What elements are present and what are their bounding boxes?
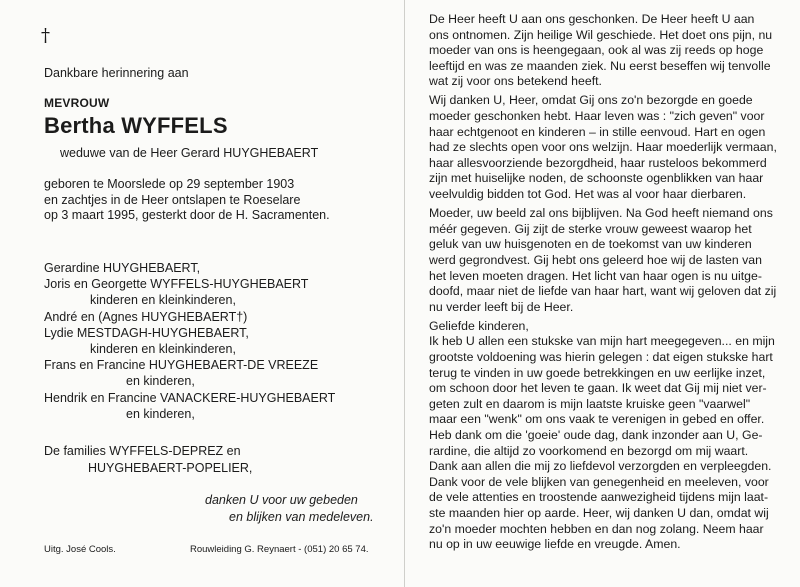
- prayer-paragraph: [429, 319, 789, 553]
- mourner-line: kinderen en kleinkinderen,: [90, 293, 236, 308]
- prayer-line: veelvuldig bidden tot God. Het was al voor haar dierbaren.: [429, 187, 747, 202]
- prayer-line: méér gegeven. Gij zijt de sterke vrouw geweest waarop het: [429, 221, 752, 236]
- prayer-line: De Heer heeft U aan ons geschonken. De Heer heeft U aan: [429, 12, 755, 26]
- life-details: [44, 177, 330, 224]
- prayer-line: geten zult en daarom is mijn laatste kruiske geen "vaarwel": [429, 396, 751, 411]
- cross-symbol: †: [41, 25, 50, 46]
- prayer-paragraph: [429, 12, 789, 90]
- thanks-line: en blijken van medeleven.: [229, 510, 374, 524]
- prayer-line: maar een "wenk" om ons vaak te verenigen in gebed en offer.: [429, 412, 765, 427]
- mourner-line: Gerardine HUYGHEBAERT,: [44, 261, 201, 275]
- prayer-paragraph: [429, 93, 789, 202]
- prayer-line: grootste voldoening was hierin gelegen : dat eigen stukske hart: [429, 349, 773, 364]
- mourner-line: en kinderen,: [126, 374, 195, 389]
- widow-line: weduwe van de Heer Gerard HUYGHEBAERT: [60, 146, 319, 160]
- mourner-line: Hendrik en Francine VANACKERE-HUYGHEBAERT: [44, 390, 336, 405]
- prayer-line: moeder geschonken hebt. Haar leven was : "zich geven" voor: [429, 109, 765, 124]
- prayer-line: Ik heb U allen een stukske van mijn hart meegegeven... en mijn: [429, 334, 775, 349]
- prayer-line: zijn met huiselijke noden, de schoonste ogenblikken van haar: [429, 171, 764, 186]
- family-line: HUYGHEBAERT-POPELIER,: [88, 461, 253, 475]
- prayer-line: rardine, die altijd zo voorkomend en bezorgd om mij waart.: [429, 443, 749, 458]
- printer-credit: Rouwleiding G. Reynaert - (051) 20 65 74.: [190, 544, 369, 555]
- families-block: [44, 443, 252, 477]
- intro-text: Dankbare herinnering aan: [44, 66, 189, 80]
- prayer-line: Geliefde kinderen,: [429, 318, 529, 333]
- prayer-line: terug te vinden in uw goede betrekkingen en uw eerlijke inzet,: [429, 365, 766, 380]
- prayer-line: haar echtgenoot en kinderen – in stille eenvoud. Hart en ogen: [429, 124, 766, 139]
- prayer-line: Wij danken U, Heer, omdat Gij ons zo'n bezorgde en goede: [429, 93, 753, 108]
- deceased-name: Bertha WYFFELS: [44, 113, 228, 138]
- prayer-line: Moeder, uw beeld zal ons bijblijven. Na God heeft niemand ons: [429, 206, 773, 221]
- mourner-line: Lydie MESTDAGH-HUYGHEBAERT,: [44, 325, 249, 340]
- mourners-list: [44, 260, 335, 422]
- prayer-line: Dank aan allen die mij zo liefdevol verzorgden en verpleegden.: [429, 459, 772, 474]
- birth-line: geboren te Moorslede op 29 september 1903: [44, 177, 295, 191]
- mourner-line: André en (Agnes HUYGHEBAERT†): [44, 309, 248, 324]
- prayer-line: haar allesvoorziende bezorgdheid, haar rusteloos bekommerd: [429, 155, 767, 170]
- prayer-line: Heb dank om die 'goeie' oude dag, dank inzonder aan U, Ge-: [429, 427, 763, 442]
- publisher-credit: Uitg. José Cools.: [44, 544, 116, 555]
- mourner-line: en kinderen,: [126, 406, 195, 421]
- prayer-line: de vele attenties en troostende aanwezigheid tijdens mijn laat-: [429, 490, 769, 505]
- prayer-line: het leven moeten dragen. Het licht van haar ogen is nu uitge-: [429, 268, 762, 283]
- thanks-block: [205, 492, 374, 526]
- prayer-line: wat zij voor ons betekend heeft.: [429, 74, 602, 89]
- prayer-line: doofd, maar niet de liefde van haar hart, want wij geloven dat zij: [429, 284, 777, 299]
- right-panel: [405, 0, 800, 587]
- prayer-line: ons ontnomen. Zijn heilige Wil geschiede. Het doet ons pijn, nu: [429, 27, 773, 42]
- honorific: MEVROUW: [44, 96, 110, 110]
- prayer-line: zo'n moeder mochten hebben en dan nog zolang. Neem haar: [429, 521, 764, 536]
- family-line: De families WYFFELS-DEPREZ en: [44, 444, 241, 458]
- prayer-text: [429, 12, 789, 556]
- prayer-line: werd gegrondvest. Gij hebt ons geleerd hoe wij de lasten van: [429, 252, 762, 267]
- prayer-line: nu op in uw eeuwige liefde en vreugde. Amen.: [429, 537, 681, 552]
- death-date-line: op 3 maart 1995, gesterkt door de H. Sacramenten.: [44, 208, 330, 222]
- mourner-line: Frans en Francine HUYGHEBAERT-DE VREEZE: [44, 358, 319, 373]
- prayer-line: moeder van ons is heengegaan, ook al was zij reeds op hoge: [429, 43, 764, 58]
- prayer-line: om schoon door het leven te gaan. Ik weet dat Gij mij niet ver-: [429, 381, 767, 396]
- prayer-line: leeftijd en was ze maanden ziek. Nu eerst beseffen wij tenvolle: [429, 58, 771, 73]
- prayer-line: geluk van uw huisgenoten en de toekomst van uw kinderen: [429, 237, 752, 252]
- thanks-line: danken U voor uw gebeden: [205, 493, 358, 507]
- mourner-line: Joris en Georgette WYFFELS-HUYGHEBAERT: [44, 277, 309, 292]
- mourner-line: kinderen en kleinkinderen,: [90, 342, 236, 357]
- death-line: en zachtjes in de Heer ontslapen te Roeselare: [44, 192, 301, 207]
- prayer-line: Dank voor de vele blijken van genegenheid en meeleven, voor: [429, 474, 769, 489]
- prayer-line: ste maanden hier op aarde. Heer, wij danken U dan, omdat wij: [429, 505, 769, 520]
- prayer-paragraph: [429, 206, 789, 315]
- prayer-line: nu verder leeft bij de Heer.: [429, 299, 574, 314]
- prayer-line: had ze slechts open voor ons welzijn. Haar moederlijk vermaan,: [429, 140, 777, 155]
